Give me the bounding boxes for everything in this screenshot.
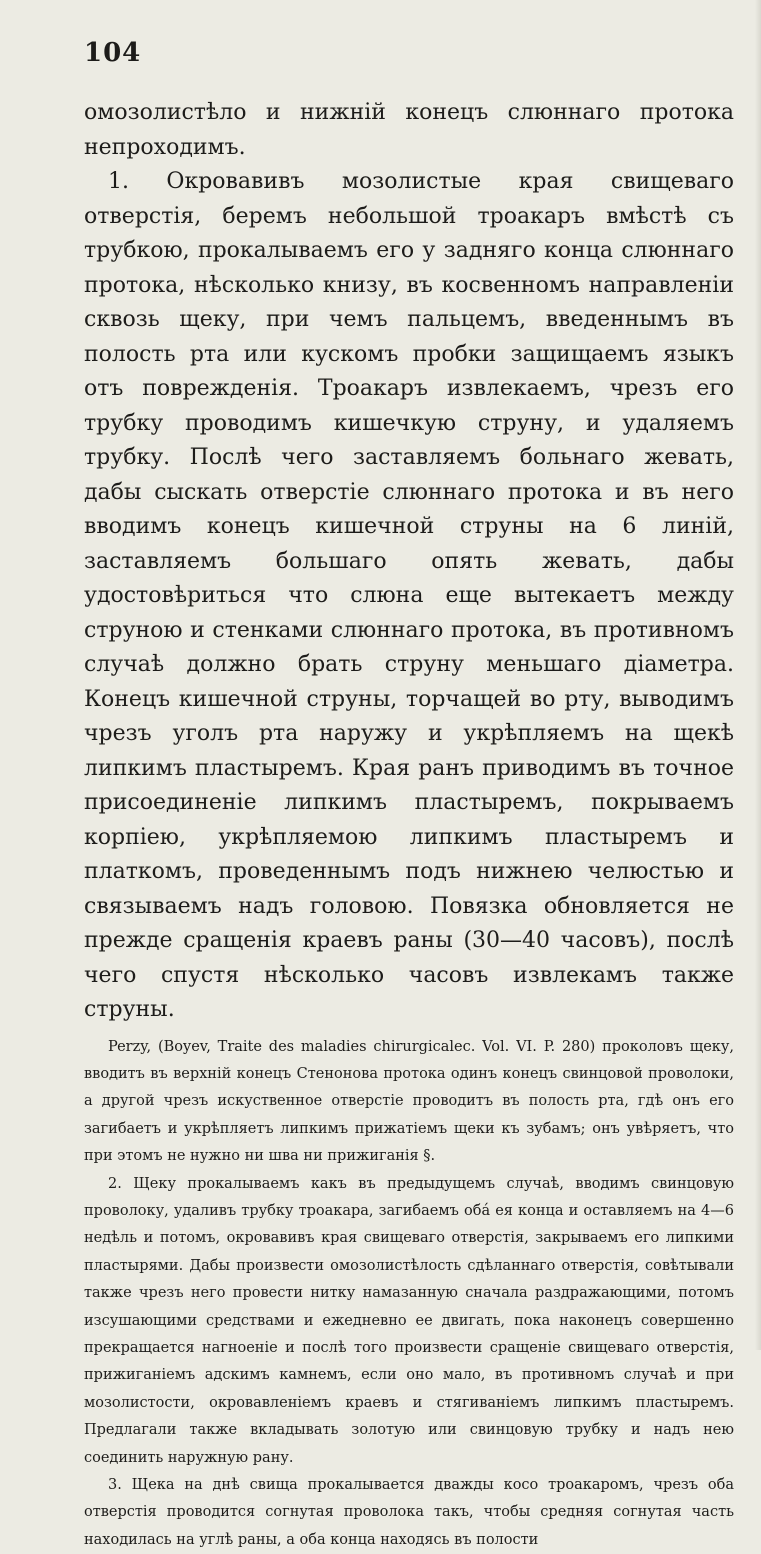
main-text [84, 96, 734, 1028]
main-paragraph-method-1: 1. Окровавивъ мозолистые края свищеваго отверстія, беремъ небольшой троакаръ вмѣстѣ съ трубкою, прокалываемъ его у задняго конца слюннаго протока, нѣсколько книзу, въ косвенномъ направленіи сквозь щеку, при чемъ пальцемъ, введеннымъ въ полость рта или кускомъ пробки защищаемъ языкъ отъ поврежденія. Троакаръ извлекаемъ, чрезъ его трубку проводимъ кишечкую струну, и удаляемъ трубку. Послѣ чего заставляемъ больнаго жевать, дабы сыскать отверстіе слюннаго протока и въ него вводимъ конецъ кишечной струны на 6 линій, заставляемъ большаго опять жевать, дабы удостовѣриться что слюна еще вытекаетъ между струною и стенками слюннаго протока, въ противномъ случаѣ должно брать струну меньшаго діаметра. Конецъ кишечной струны, торчащей во рту, выводимъ чрезъ уголъ рта наружу и укрѣпляемъ на щекѣ липкимъ пластыремъ. Края ранъ приводимъ въ точное присоединеніе липкимъ пластыремъ, покрываемъ корпіею, укрѣпляемою липкимъ пластыремъ и платкомъ, проведеннымъ подъ нижнею челюстью и связываемъ надъ головою. Повязка обновляется не прежде сращенія краевъ раны (30—40 часовъ), послѣ чего спустя нѣсколько часовъ извлекамъ также струны. [84, 165, 734, 1028]
main-paragraph-continuation: омозолистѣло и нижній конецъ слюннаго протока непроходимъ. [84, 96, 734, 165]
page-number: 104 [84, 38, 734, 68]
note-paragraph-method-2: 2. Щеку прокалываемъ какъ въ предыдущемъ случаѣ, вводимъ свинцовую проволоку, удаливъ трубку троакара, загибаемъ обá ея конца и оставляемъ на 4—6 недѣль и потомъ, окровавивъ края свищеваго отверстія, закрываемъ его липкими пластырями. Дабы произвести омозолистѣлость сдѣланнаго отверстія, совѣтывали также чрезъ него провести нитку намазанную сначала раздражающими, потомъ изсушающими средствами и ежедневно ее двигать, пока наконецъ совершенно прекращается нагноеніе и послѣ того произвести сращеніе свищеваго отверстія, прижиганіемъ адскимъ камнемъ, если оно мало, въ противномъ случаѣ и при мозолистости, окровавленіемъ краевъ и стягиваніемъ липкимъ пластыремъ. Предлагали также вкладывать золотую или свинцовую трубку и надъ нею соединить наружную рану. [84, 1171, 734, 1472]
note-paragraph-perzy: Perzy, (Boyev, Traite des maladies chirurgicalec. Vol. VI. P. 280) проколовъ щеку, вводитъ въ верхній конецъ Стенонова протока одинъ конецъ свинцовой проволоки, а другой чрезъ искуственное отверстіе проводитъ въ полость рта, гдѣ онъ его загибаетъ и укрѣпляетъ липкимъ прижатіемъ щеки къ зубамъ; онъ увѣряетъ, что при этомъ не нужно ни шва ни прижиганія §. [84, 1034, 734, 1171]
page-edge-shadow [755, 0, 761, 1350]
small-print-notes [84, 1034, 734, 1554]
note-paragraph-method-3: 3. Щека на днѣ свища прокалывается дважды косо троакаромъ, чрезъ оба отверстія проводится согнутая проволока такъ, чтобы средняя согнутая часть находилась на углѣ раны, а оба конца находясь въ полости [84, 1472, 734, 1554]
